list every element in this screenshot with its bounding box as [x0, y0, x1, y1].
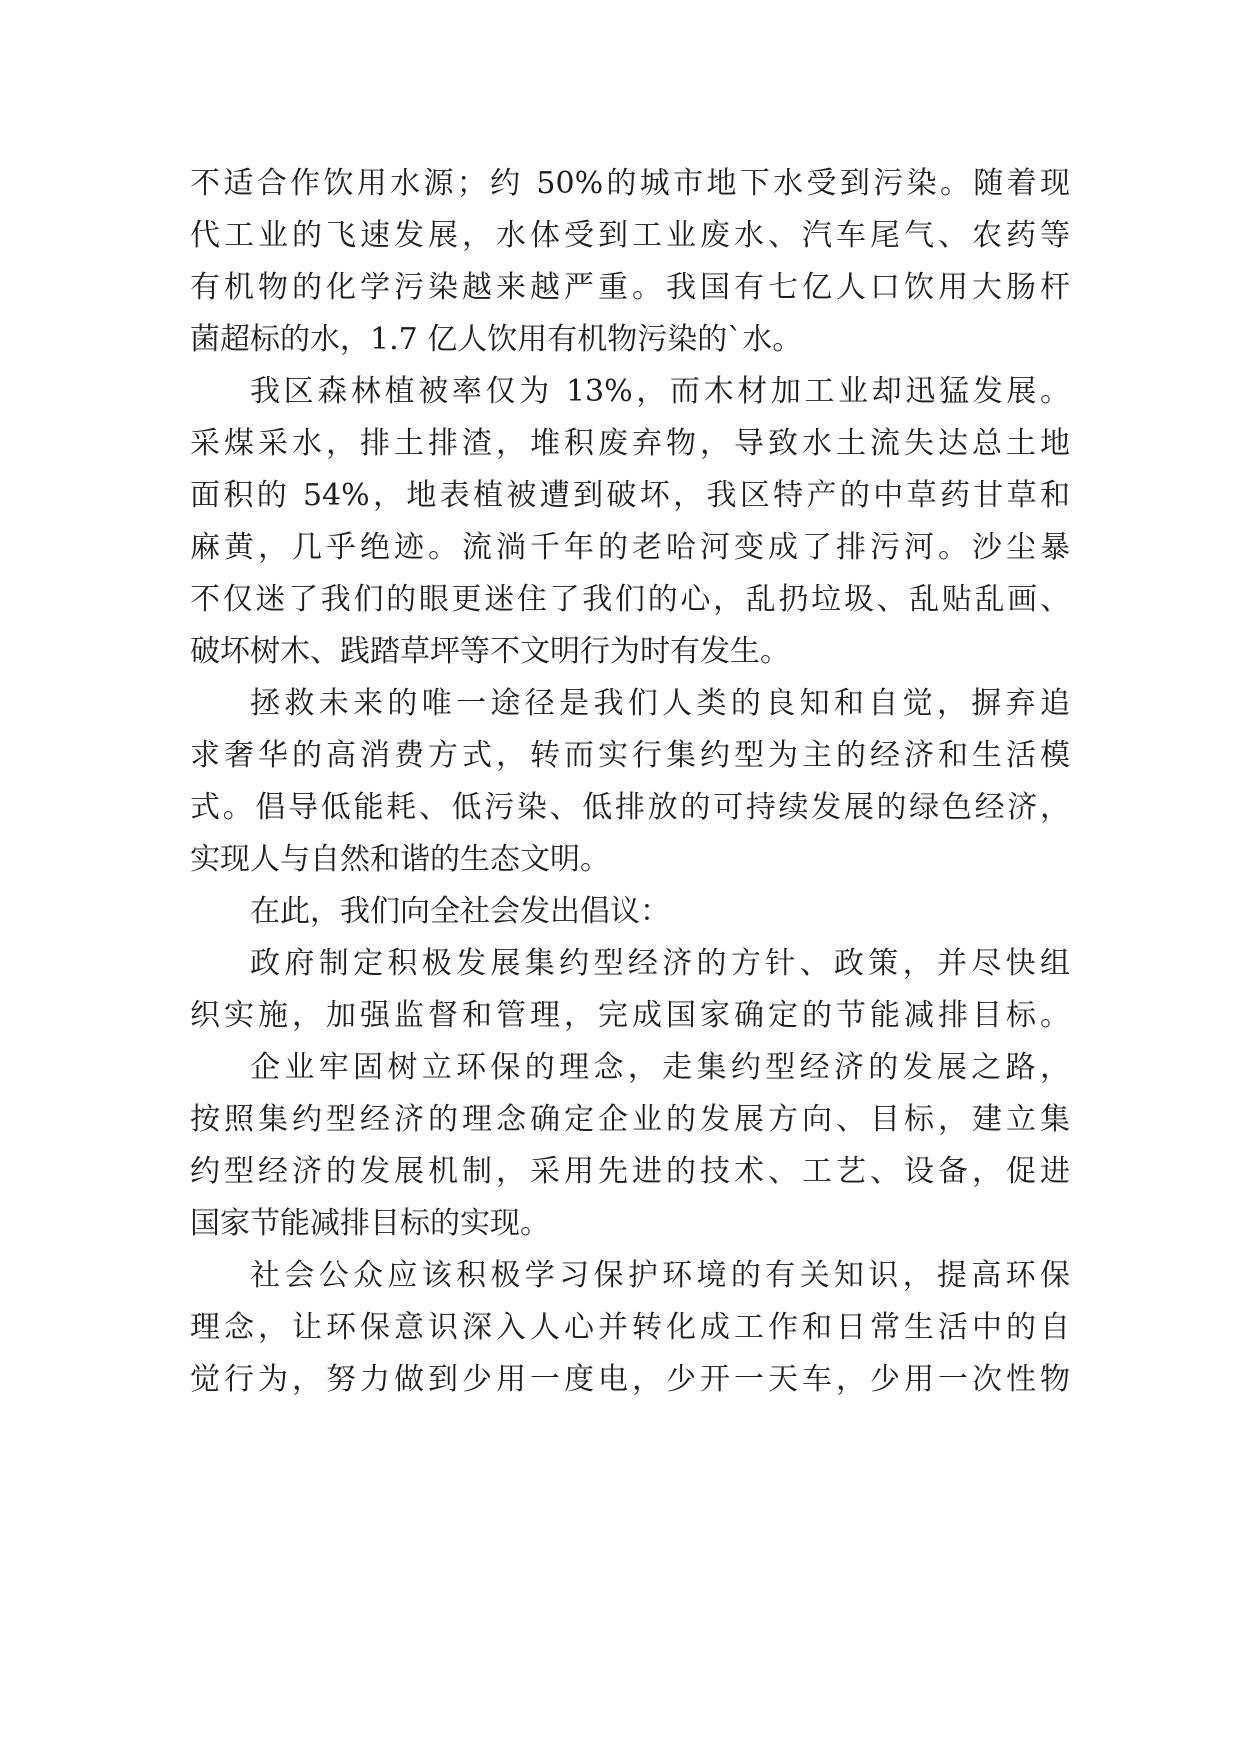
paragraph-line: 实现人与自然和谐的生态文明。 — [190, 842, 610, 877]
paragraph-line: 政府制定积极发展集约型经济的方针、政策，并尽快组 — [250, 946, 1070, 981]
paragraph-line: 不仅迷了我们的眼更迷住了我们的心，乱扔垃圾、乱贴乱画、 — [190, 582, 1070, 617]
paragraph-line: 求奢华的高消费方式，转而实行集约型为主的经济和生活模 — [190, 738, 1070, 773]
paragraph-line: 麻黄，几乎绝迹。流淌千年的老哈河变成了排污河。沙尘暴 — [190, 530, 1070, 565]
paragraph-line: 按照集约型经济的理念确定企业的发展方向、目标，建立集 — [190, 1102, 1070, 1137]
paragraph-line: 约型经济的发展机制，采用先进的技术、工艺、设备，促进 — [190, 1154, 1070, 1189]
paragraph-line: 不适合作饮用水源；约 50%的城市地下水受到污染。随着现 — [190, 166, 1070, 201]
paragraph-line: 拯救未来的唯一途径是我们人类的良知和自觉，摒弃追 — [250, 686, 1070, 721]
paragraph-line: 破坏树木、践踏草坪等不文明行为时有发生。 — [190, 634, 790, 669]
paragraph-line: 采煤采水，排土排渣，堆积废弃物，导致水土流失达总土地 — [190, 426, 1070, 461]
paragraph-line: 社会公众应该积极学习保护环境的有关知识，提高环保 — [250, 1258, 1070, 1293]
document-body — [190, 158, 1070, 1406]
paragraph-line: 有机物的化学污染越来越严重。我国有七亿人口饮用大肠杆 — [190, 270, 1070, 305]
paragraph-line: 企业牢固树立环保的理念，走集约型经济的发展之路， — [250, 1050, 1070, 1085]
paragraph-line: 织实施，加强监督和管理，完成国家确定的节能减排目标。 — [190, 998, 1070, 1033]
paragraph-line: 式。倡导低能耗、低污染、低排放的可持续发展的绿色经济， — [190, 790, 1070, 825]
paragraph-line: 我区森林植被率仅为 13%，而木材加工业却迅猛发展。 — [250, 374, 1070, 409]
paragraph-line: 代工业的飞速发展，水体受到工业废水、汽车尾气、农药等 — [190, 218, 1070, 253]
paragraph-line: 菌超标的水，1.7 亿人饮用有机物污染的`水。 — [190, 322, 803, 357]
paragraph-line: 国家节能减排目标的实现。 — [190, 1206, 550, 1241]
paragraph-line: 面积的 54%，地表植被遭到破坏，我区特产的中草药甘草和 — [190, 478, 1070, 513]
paragraph-line: 觉行为，努力做到少用一度电，少开一天车，少用一次性物 — [190, 1362, 1070, 1397]
paragraph-line: 在此，我们向全社会发出倡议： — [250, 894, 670, 929]
paragraph-line: 理念，让环保意识深入人心并转化成工作和日常生活中的自 — [190, 1310, 1070, 1345]
